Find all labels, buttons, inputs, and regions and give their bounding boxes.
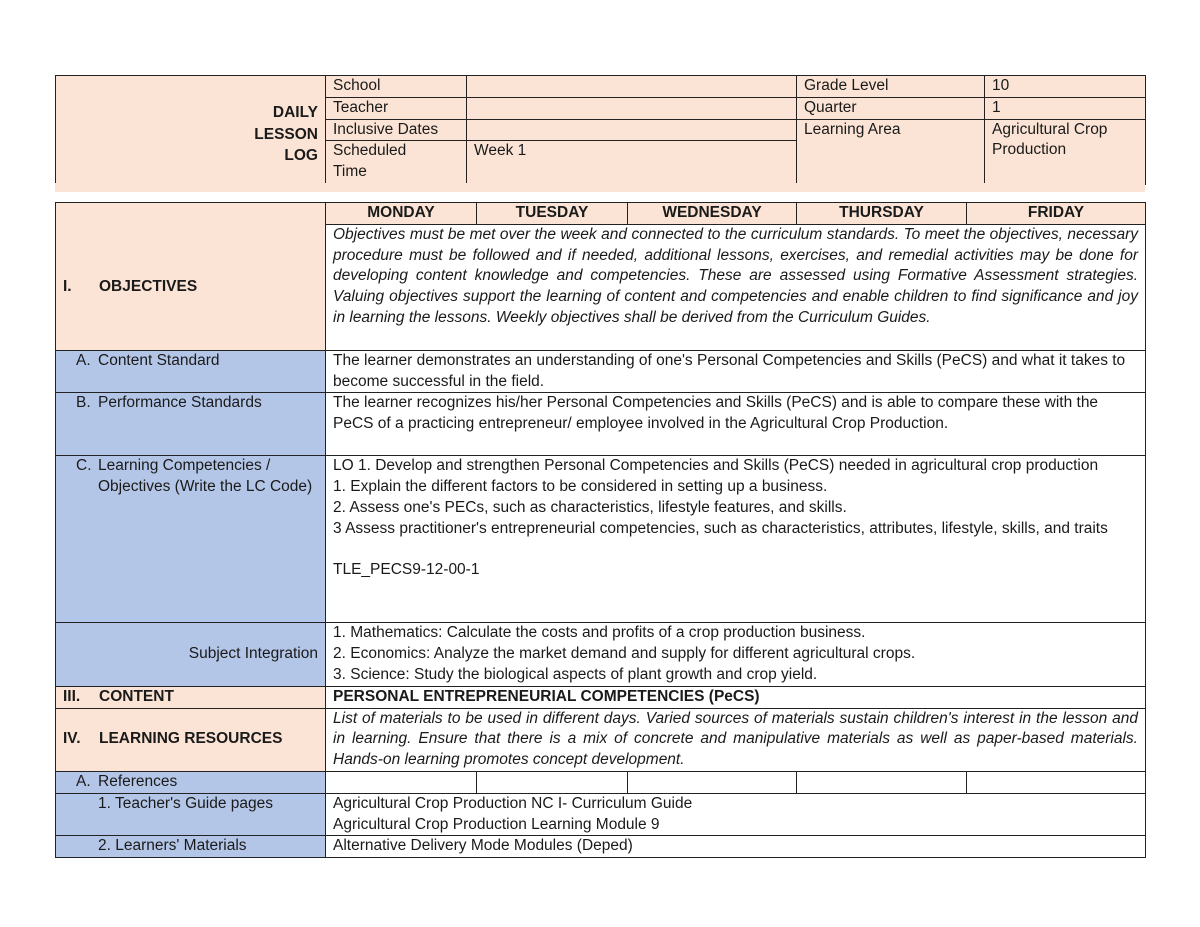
- day-header-thursday: THURSDAY: [797, 203, 967, 225]
- lc-code: TLE_PECS9-12-00-1: [333, 561, 480, 579]
- guide-line: Agricultural Crop Production NC I- Curriculum Guide: [333, 794, 693, 812]
- content-label: CONTENT: [99, 687, 174, 705]
- quarter-label: Quarter: [797, 97, 985, 119]
- title-line: DAILY: [272, 104, 318, 122]
- day-header-wednesday: WEDNESDAY: [628, 203, 797, 225]
- school-label: School: [326, 76, 467, 98]
- performance-standards-text: The learner recognizes his/her Personal Competencies and Skills (PeCS) and is able to compare these with the PeCS of a practicing entrepreneur/ employee involved in the Agricultural Crop Production.: [326, 393, 1146, 456]
- learning-competencies-heading: [56, 456, 326, 623]
- learning-competencies-text: [326, 456, 1146, 623]
- content-number: III.: [63, 687, 81, 705]
- references-label: References: [98, 772, 178, 790]
- competency-line: 2. Assess one's PECs, such as characteristics, lifestyle features, and skills.: [333, 498, 847, 516]
- content-standard-text: The learner demonstrates an understanding of one's Personal Competencies and Skills (PeCS) and what it takes to become successful in the field.: [326, 350, 1146, 393]
- competency-line: 3 Assess practitioner's entrepreneurial competencies, such as characteristics, attributes, lifestyle, skills, and traits: [333, 519, 1108, 537]
- learning-area-label: Learning Area: [797, 119, 985, 185]
- scheduled-time-value: Week 1: [467, 141, 797, 185]
- inclusive-dates-value: [467, 119, 797, 141]
- title-line: LOG: [284, 147, 318, 165]
- header-table: [55, 75, 1146, 185]
- teacher-value: [467, 97, 797, 119]
- inclusive-dates-label: Inclusive Dates: [326, 119, 467, 141]
- grade-level-value: 10: [985, 76, 1146, 98]
- references-cell-thursday: [967, 771, 1146, 793]
- learning-competencies-label: Learning Competencies / Objectives (Write the LC Code): [98, 457, 313, 496]
- learning-resources-heading: [56, 708, 326, 771]
- day-header-monday: MONDAY: [326, 203, 477, 225]
- learning-area-value: Agricultural Crop Production: [985, 119, 1146, 185]
- lesson-table: [55, 202, 1146, 858]
- learning-competencies-letter: C.: [76, 457, 92, 475]
- school-value: [467, 76, 797, 98]
- guide-line: Agricultural Crop Production Learning Module 9: [333, 815, 660, 833]
- content-heading: [56, 686, 326, 708]
- learning-resources-label: LEARNING RESOURCES: [99, 730, 283, 748]
- references-letter: A.: [76, 772, 91, 790]
- learners-materials-label: 2. Learners' Materials: [56, 836, 326, 858]
- content-text: PERSONAL ENTREPRENEURIAL COMPETENCIES (PeCS): [326, 686, 1146, 708]
- objectives-number: I.: [63, 278, 72, 295]
- daily-lesson-log-title: [56, 76, 326, 185]
- references-heading: [56, 771, 326, 793]
- performance-standards-label: Performance Standards: [98, 394, 262, 412]
- objectives-text: Objectives must be met over the week and connected to the curriculum standards. To meet the objectives, necessary procedure must be followed and if needed, additional lessons, exercises, and remedial activities may be done for developing content knowledge and competencies. These are assessed using Formative Assessment strategies. Valuing objectives support the learning of content and competencies and enable children to find significance and joy in learning the lessons. Weekly objectives shall be derived from the Curriculum Guides.: [326, 224, 1146, 350]
- competency-line: 1. Explain the different factors to be considered in setting up a business.: [333, 478, 828, 496]
- references-cell-monday: [477, 771, 628, 793]
- teacher-label: Teacher: [326, 97, 467, 119]
- references-cell-wednesday: [797, 771, 967, 793]
- subject-integration-text: [326, 623, 1146, 686]
- competency-line: [333, 540, 1138, 561]
- competency-line: LO 1. Develop and strengthen Personal Competencies and Skills (PeCS) needed in agricultural crop production: [333, 457, 1099, 475]
- day-header-friday: FRIDAY: [967, 203, 1146, 225]
- quarter-value: 1: [985, 97, 1146, 119]
- performance-standards-heading: [56, 393, 326, 456]
- references-cell-tuesday: [628, 771, 797, 793]
- teachers-guide-text: [326, 793, 1146, 836]
- header-separator-strip: [55, 183, 1145, 192]
- integration-line: 2. Economics: Analyze the market demand and supply for different agricultural crops.: [333, 645, 916, 663]
- content-standard-heading: [56, 350, 326, 393]
- learning-resources-number: IV.: [63, 730, 81, 748]
- references-cell-empty: [326, 771, 477, 793]
- objectives-label: OBJECTIVES: [99, 278, 198, 295]
- scheduled-time-label: Scheduled Time: [326, 141, 467, 185]
- subject-integration-label: Subject Integration: [56, 623, 326, 686]
- learners-materials-text: Alternative Delivery Mode Modules (Deped): [326, 836, 1146, 858]
- performance-standards-letter: B.: [76, 394, 91, 412]
- grade-level-label: Grade Level: [797, 76, 985, 98]
- objectives-heading: [56, 203, 326, 351]
- content-standard-letter: A.: [76, 351, 91, 369]
- title-line: LESSON: [254, 125, 318, 143]
- day-header-tuesday: TUESDAY: [477, 203, 628, 225]
- content-standard-label: Content Standard: [98, 351, 220, 369]
- integration-line: 3. Science: Study the biological aspects of plant growth and crop yield.: [333, 665, 818, 683]
- learning-resources-text: List of materials to be used in different days. Varied sources of materials sustain children's interest in the lesson and in learning. Ensure that there is a mix of concrete and manipulative materials as well as paper-based materials. Hands-on learning promotes concept development.: [326, 708, 1146, 771]
- teachers-guide-label: 1. Teacher's Guide pages: [56, 793, 326, 836]
- integration-line: 1. Mathematics: Calculate the costs and profits of a crop production business.: [333, 624, 866, 642]
